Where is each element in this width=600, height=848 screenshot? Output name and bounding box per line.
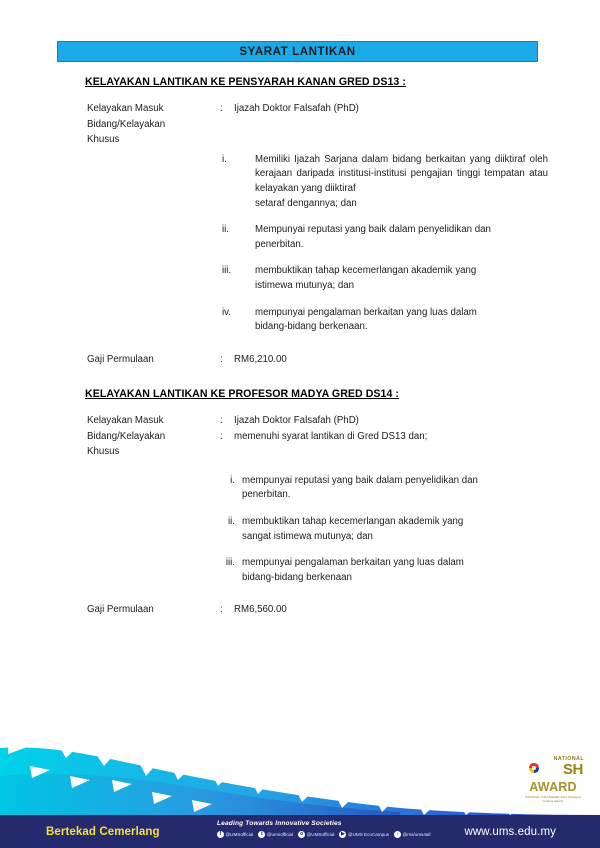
instagram-icon: o — [300, 831, 304, 837]
field-qualification-label-cont: Khusus — [87, 446, 120, 458]
page-title-banner — [57, 41, 538, 62]
field-qualification-colon: : — [220, 430, 223, 442]
social-link[interactable] — [339, 831, 389, 838]
twitter-icon: t — [258, 831, 265, 838]
wave-svg — [0, 718, 600, 815]
entry-qualification-value: Ijazah Doktor Falsafah (PhD) — [234, 415, 359, 426]
salary-value: RM6,210.00 — [234, 353, 287, 365]
social-handle: @umsofficial — [266, 832, 294, 837]
criteria-item-text: mempunyai reputasi yang baik dalam penyelidikan dan penerbitan. — [235, 474, 548, 503]
criteria-item-text-last-line: penerbitan. — [255, 238, 304, 250]
criteria-item — [218, 474, 600, 503]
footer-website-link[interactable]: www.ums.edu.my — [464, 825, 556, 838]
criteria-item-text-last-line: bidang-bidang berkenaan — [242, 571, 352, 583]
salary-colon: : — [220, 604, 223, 616]
footer-social-links — [217, 831, 430, 838]
entry-qualification-label: Kelayakan Masuk — [87, 103, 164, 114]
social-handle: @ms/ums4all — [402, 832, 431, 837]
page-footer — [0, 718, 600, 848]
social-link[interactable] — [298, 831, 334, 838]
section-ds14 — [0, 388, 600, 619]
salary-row — [0, 353, 600, 368]
field-qualification-label: Bidang/Kelayakan — [87, 118, 166, 130]
osh-logo-top — [522, 756, 584, 780]
entry-qualification-label: Kelayakan Masuk — [87, 415, 164, 426]
footer-bar — [0, 815, 600, 848]
social-link[interactable] — [258, 831, 293, 838]
osh-national-label: NATIONAL — [553, 756, 584, 762]
criteria-item-number: ii. — [228, 515, 235, 527]
field-qualification-value: memenuhi syarat lantikan di Gred DS13 dan; — [234, 430, 428, 442]
osh-award-sublabel: NATIONAL OSH AWARD 2021 (Kategori Institusi Awam) — [525, 795, 581, 803]
field-qualification-label: Bidang/Kelayakan — [87, 430, 166, 442]
criteria-item-number: iii. — [225, 557, 235, 569]
salary-colon: : — [220, 353, 223, 365]
section-heading: KELAYAKAN LANTIKAN KE PENSYARAH KANAN GRED DS13 : — [85, 76, 406, 88]
criteria-item — [222, 153, 600, 211]
criteria-item — [222, 306, 600, 335]
entry-qualification-colon: : — [220, 103, 223, 114]
section-heading: KELAYAKAN LANTIKAN KE PROFESOR MADYA GRED DS14 : — [85, 388, 399, 400]
tiktok-icon: ♪ — [394, 831, 401, 838]
criteria-item-text-last-line: sangat istimewa mutunya; dan — [242, 530, 373, 542]
criteria-item-text-last-line: istimewa mutunya; dan — [255, 279, 355, 291]
criteria-item — [222, 223, 600, 252]
criteria-item-text: Memiliki Ijazah Sarjana dalam bidang berkaitan yang diiktiraf oleh kerajaan daripada institusi-institusi pengajian tinggi tempatan atau kelayakan yang diiktiraf setaraf dengannya; dan — [255, 153, 548, 211]
criteria-item-text-last-line: bidang-bidang berkenaan. — [255, 321, 368, 333]
entry-qualification-colon: : — [220, 415, 223, 426]
section-rows — [0, 102, 600, 148]
social-handle: @UMSofficial — [306, 832, 335, 837]
field-qualification-label-cont: Khusus — [87, 134, 120, 146]
salary-label: Gaji Permulaan — [87, 353, 154, 365]
osh-award-label: AWARD — [529, 780, 577, 794]
criteria-item-number: iv. — [222, 306, 231, 318]
entry-qualification-row — [0, 102, 600, 117]
social-handle: @UMS EcoCampus — [347, 832, 390, 837]
criteria-item-number: ii. — [222, 224, 229, 236]
criteria-item-text: Mempunyai reputasi yang baik dalam penyelidikan dan penerbitan. — [255, 223, 548, 252]
criteria-item — [218, 556, 600, 585]
footer-motto: Bertekad Cemerlang — [46, 825, 160, 838]
youtube-icon: ▶ — [340, 831, 345, 837]
criteria-list — [0, 474, 600, 586]
salary-rows — [0, 603, 600, 618]
footer-wave-graphic — [0, 718, 600, 815]
social-link[interactable] — [394, 831, 430, 838]
criteria-item — [222, 264, 600, 293]
criteria-item-text-last-line: penerbitan. — [242, 489, 291, 501]
section-ds13 — [0, 76, 600, 368]
page-title: SYARAT LANTIKAN — [239, 45, 356, 58]
criteria-item-number: i. — [230, 474, 235, 486]
salary-rows — [0, 353, 600, 368]
facebook-icon: f — [217, 831, 224, 838]
criteria-item-text: membuktikan tahap kecemerlangan akademik yang istimewa mutunya; dan — [255, 264, 548, 293]
criteria-item-text: mempunyai pengalaman berkaitan yang luas dalam bidang-bidang berkenaan — [235, 556, 548, 585]
osh-figure-icon — [524, 760, 544, 780]
footer-tagline: Leading Towards Innovative Societies — [217, 820, 342, 827]
field-qualification-row — [0, 430, 600, 445]
osh-award-logo — [522, 756, 584, 808]
salary-label: Gaji Permulaan — [87, 604, 154, 616]
entry-qualification-value: Ijazah Doktor Falsafah (PhD) — [234, 103, 359, 114]
field-qualification-row — [0, 118, 600, 133]
criteria-item-number: i. — [222, 153, 227, 165]
salary-value: RM6,560.00 — [234, 604, 287, 616]
social-handle: @UMSofficial — [225, 832, 254, 837]
criteria-item-number: iii. — [222, 265, 232, 277]
section-rows — [0, 414, 600, 460]
osh-sh-label: SH — [562, 761, 583, 778]
criteria-item — [218, 515, 600, 544]
criteria-item-text: membuktikan tahap kecemerlangan akademik yang sangat istimewa mutunya; dan — [235, 515, 548, 544]
criteria-item-text: mempunyai pengalaman berkaitan yang luas dalam bidang-bidang berkenaan. — [255, 306, 548, 335]
salary-row — [0, 603, 600, 618]
social-link[interactable] — [217, 831, 253, 838]
entry-qualification-row — [0, 414, 600, 429]
criteria-list — [0, 153, 600, 335]
criteria-item-text-last-line: setaraf dengannya; dan — [255, 197, 357, 209]
